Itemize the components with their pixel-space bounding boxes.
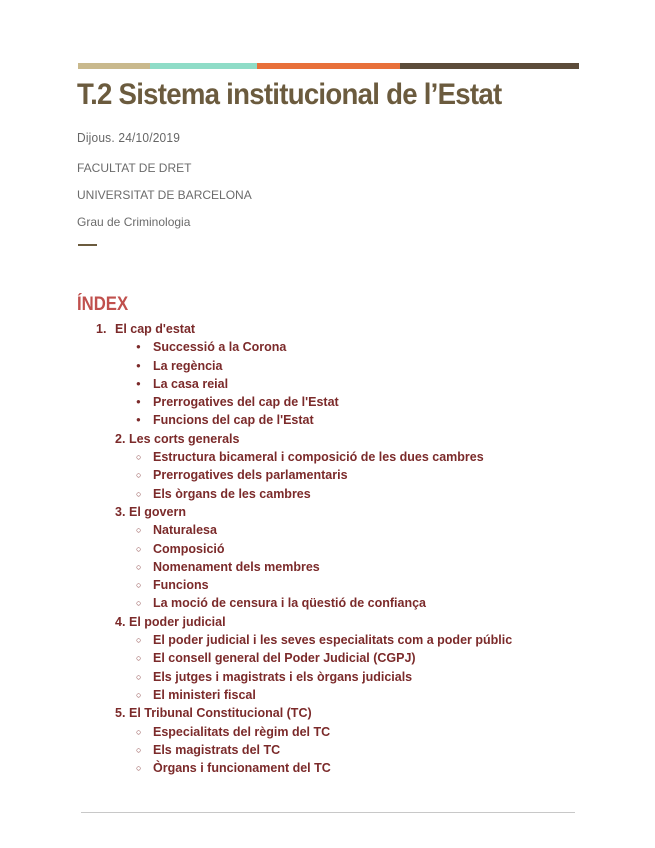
table-of-contents (0, 320, 655, 777)
toc-subitem-label: El poder judicial i les seves especialitats com a poder públic (153, 633, 513, 648)
hollow-bullet-icon: ○ (136, 561, 142, 572)
hollow-bullet-icon: ○ (136, 470, 142, 481)
filled-bullet-icon: ● (136, 342, 141, 352)
toc-subitem-label: Composició (153, 541, 225, 556)
toc-subitem-label: Nomenament dels membres (153, 559, 320, 574)
hollow-bullet-icon: ○ (136, 598, 142, 609)
filled-bullet-icon: ● (136, 360, 141, 370)
color-bar-segment-tan (78, 63, 150, 69)
color-bar-segment-orange (257, 63, 400, 69)
toc-subitem-label: El ministeri fiscal (153, 687, 256, 702)
toc-subitem (0, 485, 655, 503)
toc-subitem (0, 723, 655, 741)
page-title: T.2 Sistema institucional de l’Estat (77, 78, 502, 111)
toc-subitem-label: Els òrgans de les cambres (153, 486, 311, 501)
toc-subitem (0, 338, 655, 356)
toc-subitem-label: Prerrogatives dels parlamentaris (153, 468, 348, 483)
toc-section (0, 430, 655, 448)
toc-section-title: El Tribunal Constitucional (TC) (129, 706, 312, 721)
toc-section-title: El govern (129, 504, 186, 519)
toc-subitem-label: Els jutges i magistrats i els òrgans judicials (153, 669, 413, 684)
footer-divider (81, 812, 575, 813)
toc-section-number: 1. (96, 322, 107, 336)
filled-bullet-icon: ● (136, 397, 141, 407)
toc-subitem (0, 521, 655, 539)
toc-section-number: 2. (115, 431, 126, 446)
faculty-name: FACULTAT DE DRET (77, 161, 192, 175)
hollow-bullet-icon: ○ (136, 580, 142, 591)
hollow-bullet-icon: ○ (136, 543, 142, 554)
toc-subitem-label: Prerrogatives del cap de l'Estat (153, 395, 339, 410)
university-name: UNIVERSITAT DE BARCELONA (77, 188, 252, 202)
toc-subitem (0, 558, 655, 576)
hollow-bullet-icon: ○ (136, 452, 142, 463)
toc-section-number: 5. (115, 706, 126, 721)
hollow-bullet-icon: ○ (136, 689, 142, 700)
color-bar-segment-mint (150, 63, 257, 69)
color-bar-segment-brown (400, 63, 579, 69)
hollow-bullet-icon: ○ (136, 635, 142, 646)
hollow-bullet-icon: ○ (136, 488, 142, 499)
toc-section-number: 3. (115, 504, 126, 519)
toc-subitem (0, 466, 655, 484)
toc-subitem (0, 448, 655, 466)
toc-subitem (0, 594, 655, 612)
toc-subitem-label: Estructura bicameral i composició de les dues cambres (153, 450, 484, 465)
hollow-bullet-icon: ○ (136, 744, 142, 755)
header-color-bar (78, 63, 579, 69)
toc-subitem-label: Naturalesa (153, 523, 217, 538)
toc-subitem (0, 393, 655, 411)
hollow-bullet-icon: ○ (136, 671, 142, 682)
toc-section-title: Les corts generals (129, 431, 240, 446)
toc-subitem-label: Successió a la Corona (153, 340, 287, 355)
toc-section-title: El poder judicial (129, 614, 226, 629)
toc-subitem-label: Funcions del cap de l'Estat (153, 413, 314, 428)
hollow-bullet-icon: ○ (136, 726, 142, 737)
toc-section (0, 613, 655, 631)
toc-subitem (0, 540, 655, 558)
toc-subitem (0, 357, 655, 375)
toc-subitem (0, 759, 655, 777)
toc-subitem-label: Òrgans i funcionament del TC (153, 761, 331, 776)
toc-subitem-label: La regència (153, 358, 223, 373)
toc-subitem-label: La moció de censura i la qüestió de confiança (153, 596, 426, 611)
index-heading: ÍNDEX (77, 294, 129, 315)
degree-name: Grau de Criminologia (77, 215, 191, 229)
filled-bullet-icon: ● (136, 415, 141, 425)
toc-subitem (0, 649, 655, 667)
toc-section-number: 4. (115, 614, 126, 629)
toc-subitem (0, 631, 655, 649)
filled-bullet-icon: ● (136, 378, 141, 388)
toc-subitem (0, 576, 655, 594)
toc-subitem (0, 411, 655, 429)
toc-subitem (0, 686, 655, 704)
toc-subitem (0, 375, 655, 393)
toc-subitem-label: El consell general del Poder Judicial (CGPJ) (153, 651, 416, 666)
toc-subitem-label: Especialitats del règim del TC (153, 724, 331, 739)
hollow-bullet-icon: ○ (136, 763, 142, 774)
toc-subitem-label: Funcions (153, 578, 209, 593)
toc-subitem-label: Els magistrats del TC (153, 742, 281, 757)
toc-subitem (0, 741, 655, 759)
toc-section-title: El cap d'estat (115, 322, 196, 336)
document-date: Dijous. 24/10/2019 (77, 130, 181, 145)
hollow-bullet-icon: ○ (136, 525, 142, 536)
toc-subitem-label: La casa reial (153, 376, 229, 391)
toc-section (0, 704, 655, 722)
toc-section (0, 320, 655, 338)
toc-section (0, 503, 655, 521)
hollow-bullet-icon: ○ (136, 653, 142, 664)
title-divider (78, 244, 97, 246)
toc-subitem (0, 668, 655, 686)
